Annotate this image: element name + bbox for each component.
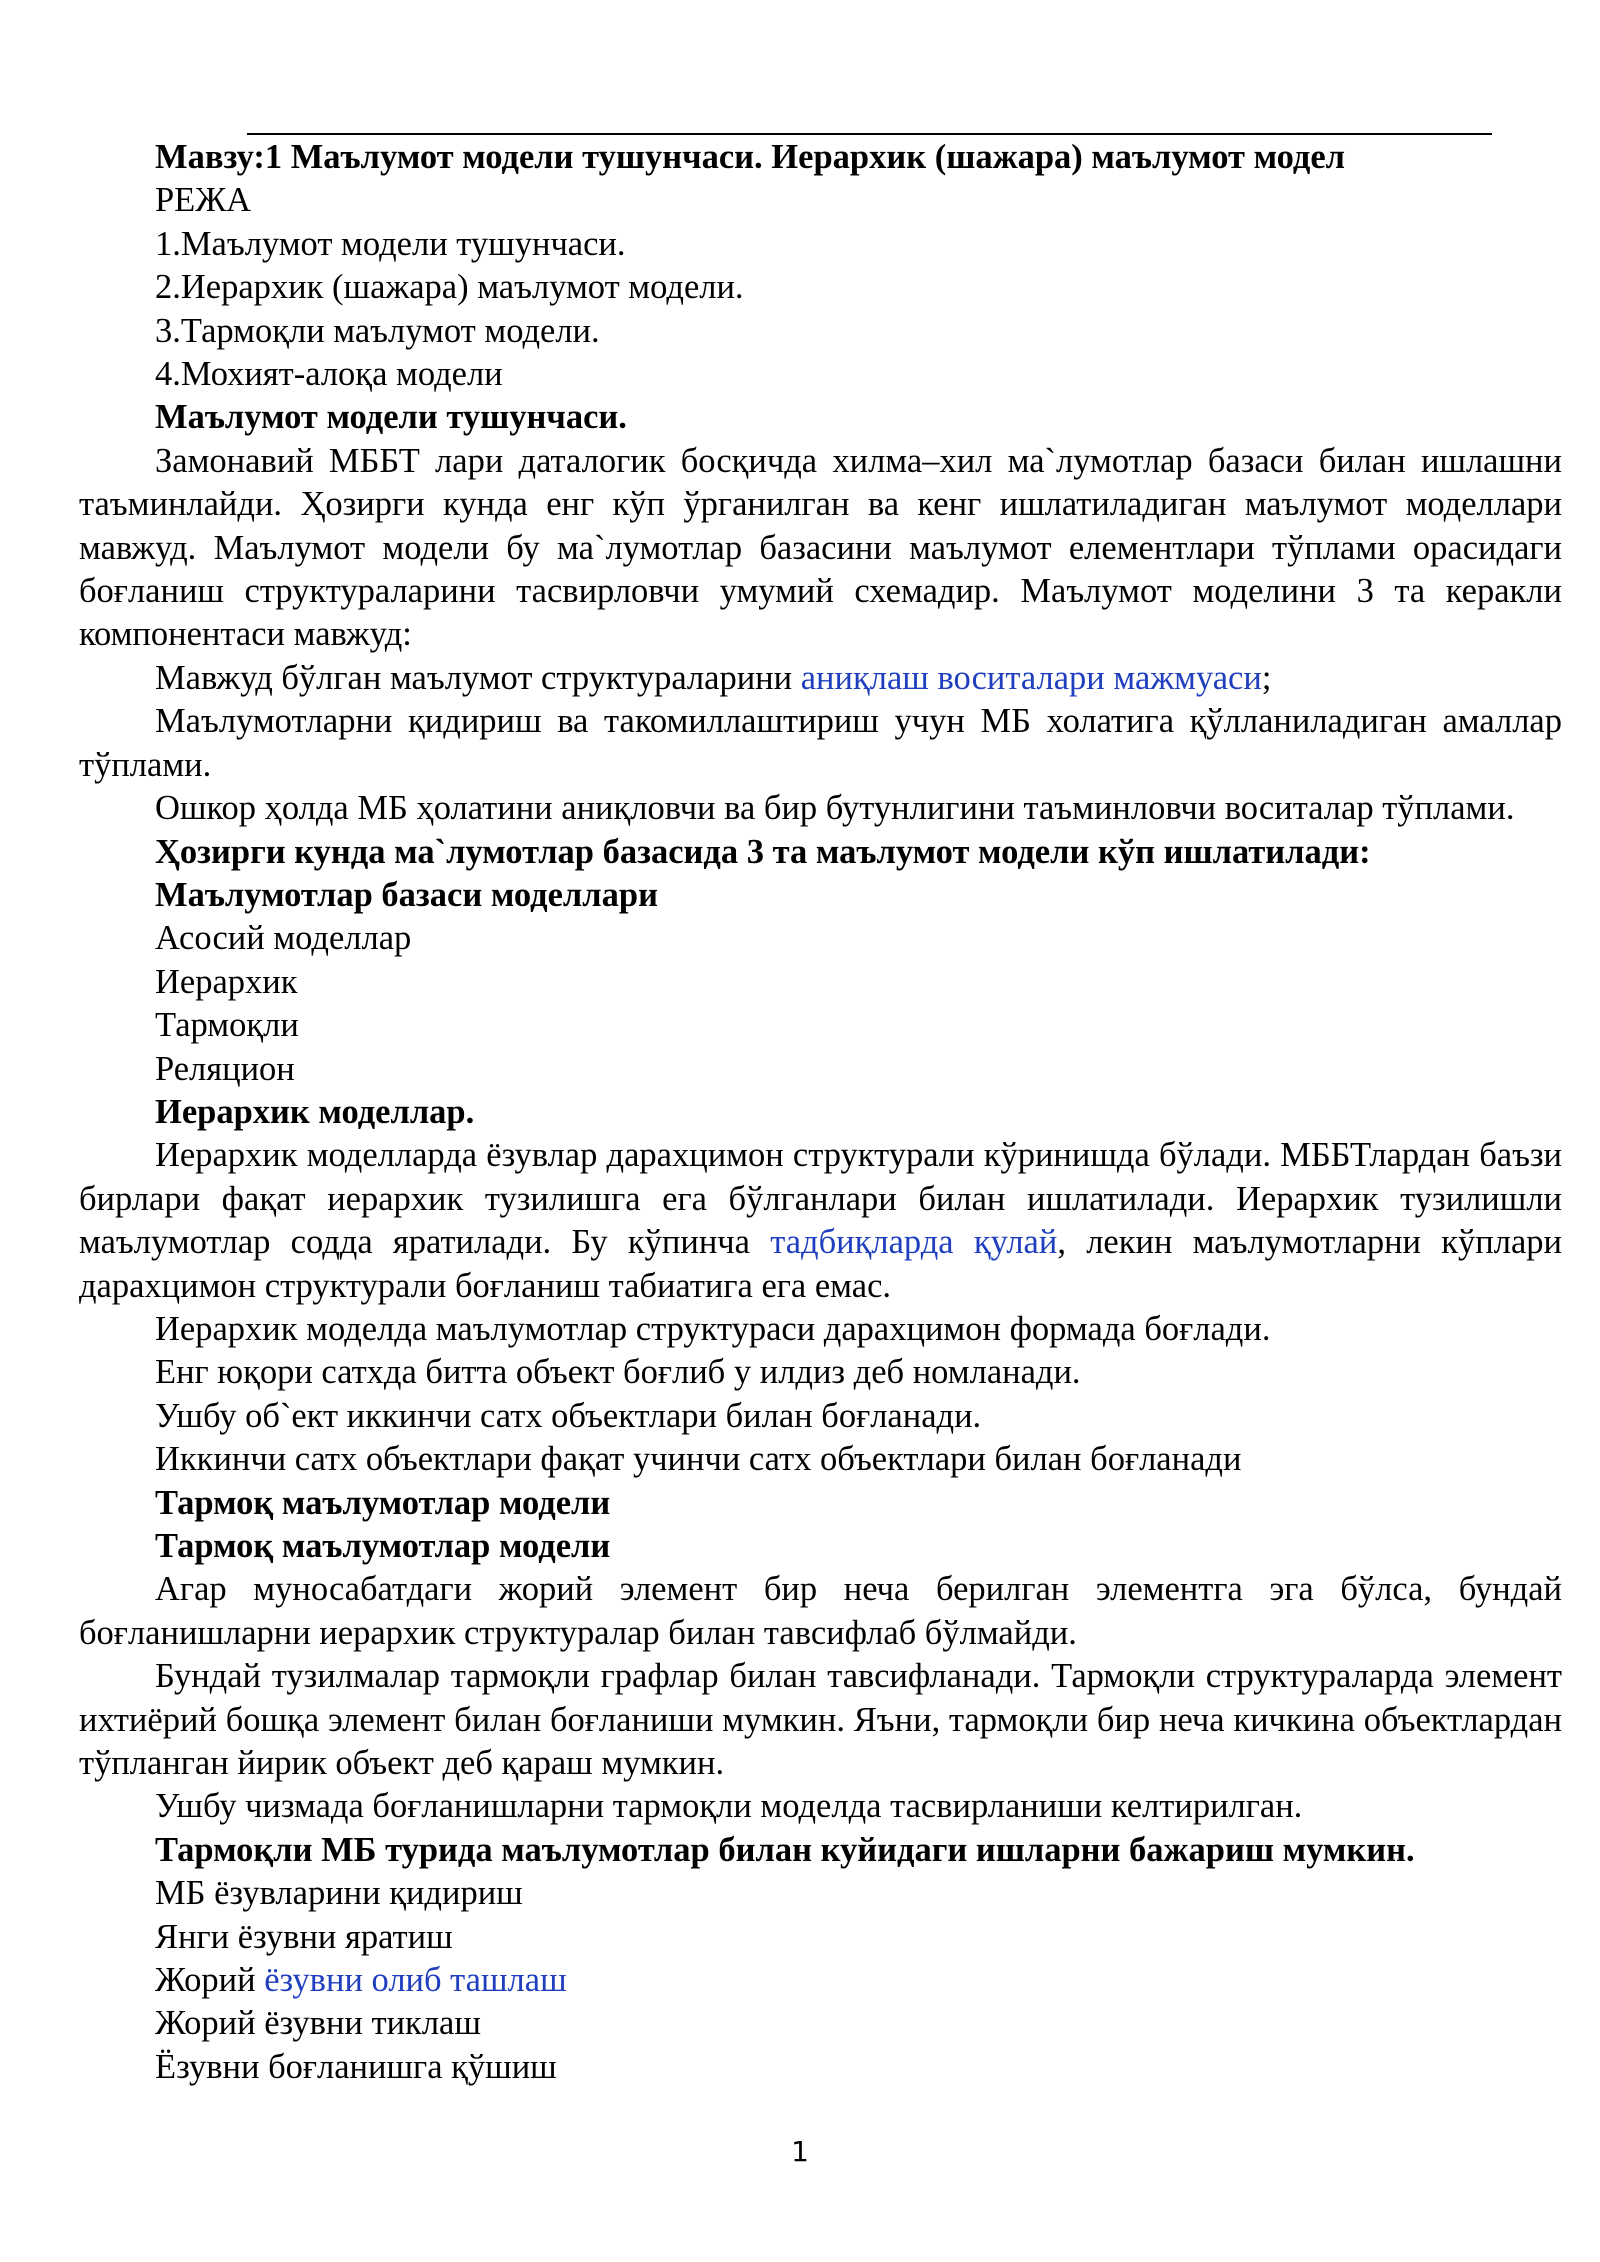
text-run: ; xyxy=(1261,658,1272,697)
section-heading: Тармоқли МБ турида маълумотлар билан куйидаги ишларни бажариш мумкин. xyxy=(155,1830,1415,1869)
operation-item xyxy=(79,1959,1562,2002)
document-body xyxy=(79,136,1562,2089)
section-heading: Тармоқ маълумотлар модели xyxy=(155,1483,611,1522)
component-item: Ошкор ҳолда МБ ҳолатини аниқловчи ва бир бутунлигини таъминловчи воситалар тўплами. xyxy=(155,789,1515,828)
text-run: Иерархик моделларда ёзувлар дарахцимон структурали кўринишда бўлади. МББТлардан баъзи бирлари фақат иерархик тузилишга ега бўлганлари билан ишлатилади. Иерархик тузилишли маълумотлар содда яратилади. Бу кўпинча xyxy=(79,1136,1562,1262)
hyperlink[interactable]: тадбиқларда қулай xyxy=(770,1223,1058,1262)
plan-item: 4.Мохият-алоқа модели xyxy=(155,355,503,394)
component-item: Маълумотларни қидириш ва такомиллаштириш учун МБ холатига қўлланиладиган амаллар тўплами. xyxy=(79,702,1562,784)
model-item: Иерархик xyxy=(155,962,298,1001)
paragraph-line: Иккинчи сатх объектлари фақат учинчи сатх объектлари билан боғланади xyxy=(155,1440,1242,1479)
paragraph: Замонавий МББТ лари даталогик босқичда хилма–хил ма`лумотлар базаси билан ишлашни таъминлайди. Ҳозирги кунда енг кўп ўрганилган ва кенг ишлатиладиган маълумот моделлари мавжуд. Маълумот модели бу ма`лумотлар базасини маълумот елементлари тўплами орасидаги боғланиш структураларини тасвирловчи умумий схемадир. Маълумот моделини 3 та керакли компонентаси мавжуд: xyxy=(79,441,1562,654)
document-title: Мавзу:1 Маълумот модели тушунчаси. Иерархик (шажара) маълумот модел xyxy=(155,138,1345,176)
plan-item: 3.Тармоқли маълумот модели. xyxy=(155,311,600,350)
section-heading: Иерархик моделлар. xyxy=(155,1092,475,1131)
operation-item: Янги ёзувни яратиш xyxy=(155,1917,453,1956)
paragraph: Бундай тузилмалар тармоқли графлар билан тавсифланади. Тармоқли структураларда элемент ихтиёрий бошқа элемент билан боғланиши мумкин. Яъни, тармоқли бир неча кичкина объектлардан тўпланган йирик объект деб қараш мумкин. xyxy=(79,1657,1562,1783)
component-item xyxy=(79,657,1562,700)
operation-item: Жорий ёзувни тиклаш xyxy=(155,2004,481,2043)
operation-item: Ёзувни боғланишга қўшиш xyxy=(155,2047,557,2086)
hyperlink[interactable]: аниқлаш воситалари мажмуаси xyxy=(800,658,1262,697)
section-heading: Тармоқ маълумотлар модели xyxy=(155,1527,611,1565)
paragraph-line: Ушбу об`ект иккинчи сатх объектлари билан боғланади. xyxy=(155,1396,982,1435)
model-item: Тармоқли xyxy=(155,1006,299,1045)
model-item: Реляцион xyxy=(155,1049,295,1088)
plan-item: 2.Иерархик (шажара) маълумот модели. xyxy=(155,268,744,307)
text-run: Жорий xyxy=(155,1961,265,2000)
plan-heading: РЕЖА xyxy=(155,181,252,220)
paragraph xyxy=(79,1134,1562,1308)
plan-item: 1.Маълумот модели тушунчаси. xyxy=(155,224,626,263)
subsection-heading: Маълумотлар базаси моделлари xyxy=(155,875,658,914)
model-item: Асосий моделлар xyxy=(155,919,412,958)
operation-item: МБ ёзувларини қидириш xyxy=(155,1874,523,1913)
paragraph: Агар муносабатдаги жорий элемент бир неча берилган элементга эга бўлса, бундай боғланишларни иерархик структуралар билан тавсифлаб бўлмайди. xyxy=(79,1570,1562,1652)
header-rule xyxy=(247,133,1492,135)
text-run: Мавжуд бўлган маълумот структураларини xyxy=(155,658,801,697)
paragraph-line: Иерархик моделда маълумотлар структураси дарахцимон формада боғлади. xyxy=(155,1309,1271,1348)
hyperlink[interactable]: ёзувни олиб ташлаш xyxy=(264,1961,567,2000)
section-heading: Ҳозирги кунда ма`лумотлар базасида 3 та маълумот модели кўп ишлатилади: xyxy=(155,832,1371,871)
paragraph-line: Енг юқори сатхда битта объект боғлиб у илдиз деб номланади. xyxy=(155,1353,1081,1392)
text-run: , лекин маълумотларни кўплари дарахцимон структурали боғланиш табиатига ега емас. xyxy=(79,1223,1562,1305)
page-number: 1 xyxy=(791,2135,809,2168)
paragraph-line: Ушбу чизмада боғланишларни тармоқли моделда тасвирланиши келтирилган. xyxy=(155,1787,1303,1826)
section-heading: Маълумот модели тушунчаси. xyxy=(155,398,627,437)
